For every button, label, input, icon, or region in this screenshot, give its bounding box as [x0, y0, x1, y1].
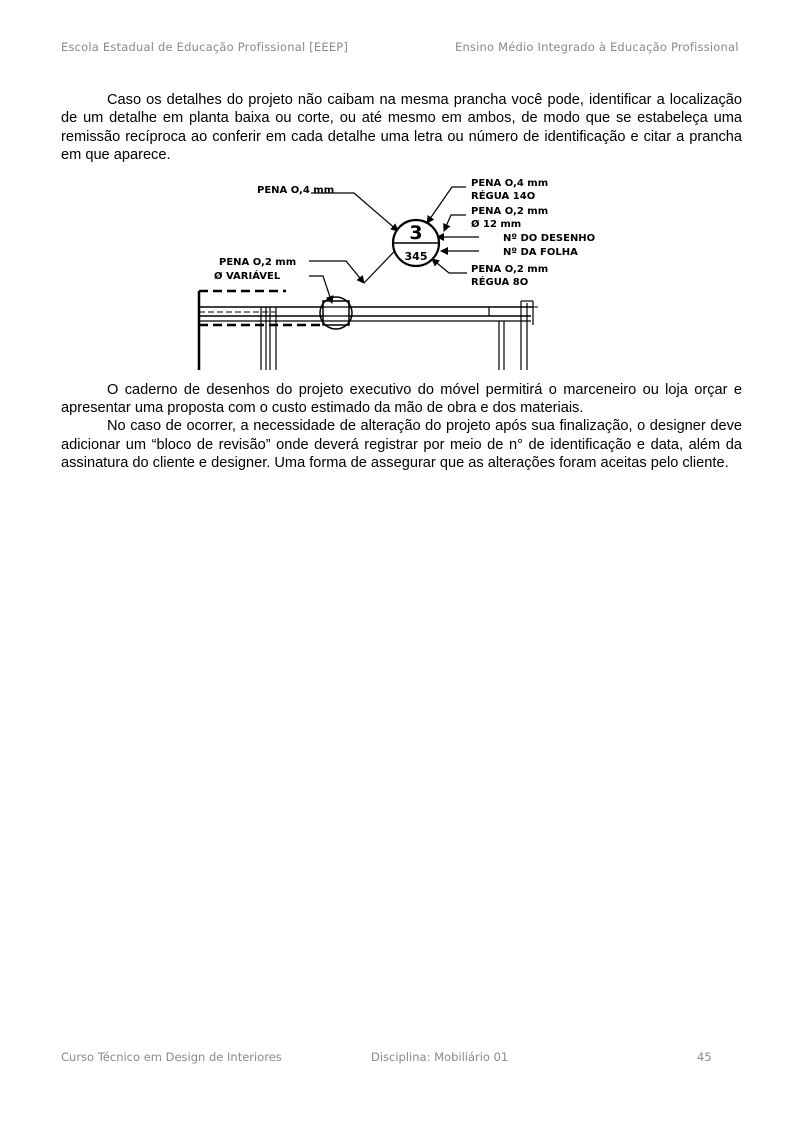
paragraph-2: O caderno de desenhos do projeto executivo do móvel permitirá o marceneiro ou loja orçar e apresentar uma proposta com o custo estimado da mão de obra e dos materiais.: [61, 381, 742, 417]
sheet-number: 345: [404, 249, 428, 263]
cabinet-section: [199, 291, 538, 370]
label-pena-04-right: PENA O,4 mm: [471, 177, 549, 189]
footer-course: Curso Técnico em Design de Interiores: [61, 1050, 282, 1064]
label-sheet-number: Nº DA FOLHA: [503, 246, 578, 258]
label-pena-02-right-top: PENA O,2 mm: [471, 205, 549, 217]
detail-drawing: [61, 175, 742, 370]
label-diameter-variable: Ø VARIÁVEL: [214, 270, 281, 282]
detail-reference-figure: [61, 175, 742, 370]
footer-subject: Disciplina: Mobiliário 01: [371, 1050, 509, 1064]
label-regua-80: RÉGUA 8O: [471, 276, 529, 288]
label-pena-04-left: PENA O,4 mm: [257, 184, 335, 196]
label-drawing-number: Nº DO DESENHO: [503, 232, 596, 244]
label-regua-140: RÉGUA 14O: [471, 190, 536, 202]
page-number: 45: [697, 1050, 712, 1064]
paragraph-3: No caso de ocorrer, a necessidade de alteração do projeto após sua finalização, o designer deve adicionar um “bloco de revisão” onde deverá registrar por meio de n° de identificação e data, além da assinatura do cliente e designer. Uma forma de assegurar que as alterações foram aceitas pelo cliente.: [61, 418, 742, 472]
label-pena-02-right-bottom: PENA O,2 mm: [471, 263, 549, 275]
header-program: Ensino Médio Integrado à Educação Profissional: [455, 40, 739, 54]
reference-circle: [393, 220, 439, 266]
page-content: [61, 91, 742, 473]
drawing-number: 3: [409, 221, 423, 244]
label-diameter-12: Ø 12 mm: [471, 218, 522, 230]
header-school: Escola Estadual de Educação Profissional [EEEP]: [61, 40, 349, 54]
label-pena-02-left: PENA O,2 mm: [219, 256, 297, 268]
paragraph-1: Caso os detalhes do projeto não caibam na mesma prancha você pode, identificar a localização de um detalhe em planta baixa ou corte, ou até mesmo em ambos, de modo que se estabeleça uma remissão recíproca ao conferir em cada detalhe uma letra ou número de identificação e citar a prancha em que aparece.: [61, 92, 742, 164]
